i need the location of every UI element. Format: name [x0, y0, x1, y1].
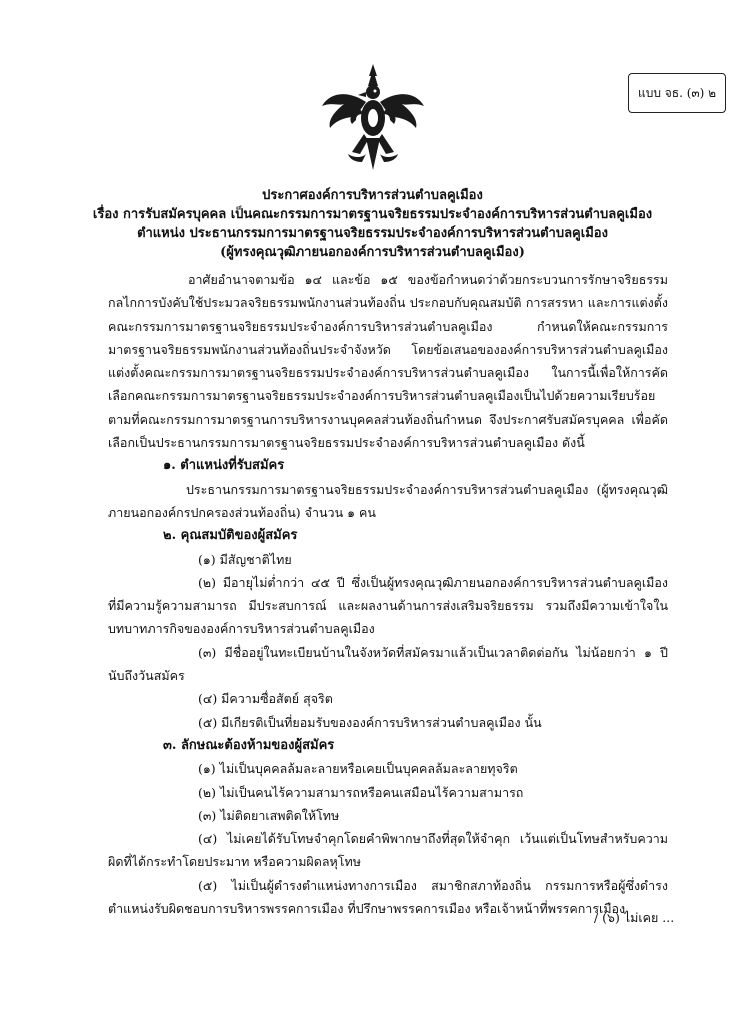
- intro-paragraph: อาศัยอำนาจตามข้อ ๑๔ และข้อ ๑๕ ของข้อกำหนดว่าด้วยกระบวนการรักษาจริยธรรม กลไกการบังคับใช้ประมวลจริยธรรมพนักงานส่วนท้องถิ่น ประกอบกับคุณสมบัติ การสรรหา และการแต่งตั้งคณะกรรมการมาตรฐานจริยธรรมประจำองค์การบริหารส่วนตำบลคูเมือง กำหนดให้คณะกรรมการมาตรฐานจริยธรรมพนักงานส่วนท้องถิ่นประจำจังหวัด โดยข้อเสนอขององค์การบริหารส่วนตำบลคูเมือง แต่งตั้งคณะกรรมการมาตรฐานจริยธรรมประจำองค์การบริหารส่วนตำบลคูเมือง ในการนี้เพื่อให้การคัดเลือกคณะกรรมการมาตรฐานจริยธรรมประจำองค์การบริหารส่วนตำบลคูเมืองเป็นไปด้วยความเรียบร้อยตามที่คณะกรรมการมาตรฐานการบริหารงานบุคคลส่วนท้องถิ่นกำหนด จึงประกาศรับสมัครบุคคล เพื่อคัดเลือกเป็นประธานกรรมการมาตรฐานจริยธรรมประจำองค์การบริหารส่วนตำบลคูเมือง ดังนี้: [108, 272, 668, 451]
- section-2-item-3: (๓) มีชื่ออยู่ในทะเบียนบ้านในจังหวัดที่สมัครมาแล้วเป็นเวลาติดต่อกัน ไม่น้อยกว่า ๑ ปี นับถึงวันสมัคร: [108, 644, 668, 684]
- form-code-box: แบบ จธ. (๓) ๒: [628, 73, 726, 113]
- section-3-heading: ๓. ลักษณะต้องห้ามของผู้สมัคร: [163, 737, 335, 753]
- title-line-4: (ผู้ทรงคุณวุฒิภายนอกองค์การบริหารส่วนตำบลคูเมือง): [220, 245, 525, 260]
- section-1-text: ประธานกรรมการมาตรฐานจริยธรรมประจำองค์การบริหารส่วนตำบลคูเมือง (ผู้ทรงคุณวุฒิภายนอกองค์กรปกครองส่วนท้องถิ่น) จำนวน ๑ คน: [108, 481, 668, 520]
- section-1-heading: ๑. ตำแหน่งที่รับสมัคร: [163, 458, 285, 474]
- page-continuation: / (๖) ไม่เคย ...: [594, 910, 675, 925]
- announcement-title: [60, 186, 685, 262]
- section-2-heading: ๒. คุณสมบัติของผู้สมัคร: [163, 528, 298, 544]
- title-line-1: ประกาศองค์การบริหารส่วนตำบลคูเมือง: [262, 188, 483, 203]
- section-3-item-2: (๒) ไม่เป็นคนไร้ความสามารถหรือคนเสมือนไร้ความสามารถ: [198, 784, 524, 800]
- title-line-3: ตำแหน่ง ประธานกรรมการมาตรฐานจริยธรรมประจำองค์การบริหารส่วนตำบลคูเมือง: [137, 226, 608, 241]
- title-line-2: เรื่อง การรับสมัครบุคคล เป็นคณะกรรมการมาตรฐานจริยธรรมประจำองค์การบริหารส่วนตำบลคูเมือง: [92, 207, 653, 222]
- section-3-item-5: (๕) ไม่เป็นผู้ดำรงตำแหน่งทางการเมือง สมาชิกสภาท้องถิ่น กรรมการหรือผู้ซึ่งดำรงตำแหน่งรับผิดชอบการบริหารพรรคการเมือง ที่ปรึกษาพรรคการเมือง หรือเจ้าหน้าที่พรรคการเมือง: [108, 877, 668, 917]
- garuda-emblem-icon: [318, 62, 428, 174]
- section-2-item-5: (๕) มีเกียรติเป็นที่ยอมรับขององค์การบริหารส่วนตำบลคูเมือง นั้น: [198, 714, 542, 730]
- section-3-item-3: (๓) ไม่ติดยาเสพติดให้โทษ: [198, 807, 340, 823]
- section-2-item-1: (๑) มีสัญชาติไทย: [198, 551, 292, 567]
- announcement-body: [108, 268, 668, 920]
- section-3-item-4: (๔) ไม่เคยได้รับโทษจำคุกโดยคำพิพากษาถึงที่สุดให้จำคุก เว้นแต่เป็นโทษสำหรับความผิดที่ได้กระทำโดยประมาท หรือความผิดลหุโทษ: [108, 831, 668, 870]
- section-2-item-2: (๒) มีอายุไม่ต่ำกว่า ๔๕ ปี ซึ่งเป็นผู้ทรงคุณวุฒิภายนอกองค์การบริหารส่วนตำบลคูเมือง ที่มีความรู้ความสามารถ มีประสบการณ์ และผลงานด้านการส่งเสริมจริยธรรม รวมถึงมีความเข้าใจในบทบาทภารกิจขององค์การบริหารส่วนตำบลคูเมือง: [108, 574, 668, 637]
- section-2-item-4: (๔) มีความซื่อสัตย์ สุจริต: [198, 691, 333, 707]
- section-3-item-1: (๑) ไม่เป็นบุคคลล้มละลายหรือเคยเป็นบุคคลล้มละลายทุจริต: [198, 761, 518, 777]
